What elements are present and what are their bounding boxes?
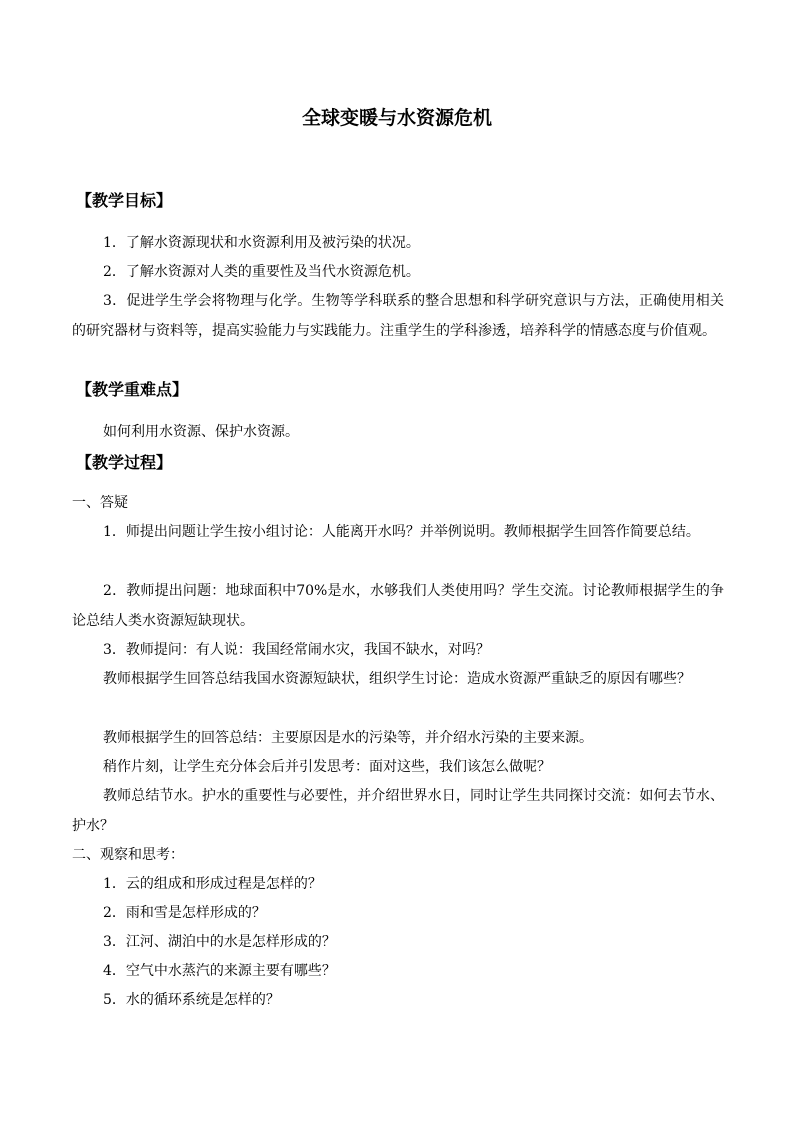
question-item-4: 4．空气中水蒸汽的来源主要有哪些？ bbox=[103, 963, 336, 979]
key-points-text: 如何利用水资源、保护水资源。 bbox=[103, 424, 299, 440]
objective-item-1: 1．了解水资源现状和水资源利用及被污染的状况。 bbox=[103, 235, 420, 251]
process-paragraph-1: 1．师提出问题让学生按小组讨论：人能离开水吗？并举例说明。教师根据学生回答作简要总结。 bbox=[103, 524, 700, 540]
process-paragraph-7: 教师总结节水。护水的重要性与必要性，并介绍世界水日，同时让学生共同探讨交流：如何去节水、护水？ bbox=[72, 788, 724, 834]
objective-item-3: 3．促进学生学会将物理与化学。生物等学科联系的整合思想和科学研究意识与方法，正确使用相关的研究器材与资料等，提高实验能力与实践能力。注重学生的学科渗透，培养科学的情感态度与价值观。 bbox=[72, 293, 724, 339]
heading-process: 【教学过程】 bbox=[76, 453, 173, 472]
question-item-2: 2．雨和雪是怎样形成的？ bbox=[103, 905, 266, 921]
process-paragraph-5: 教师根据学生的回答总结：主要原因是水的污染等，并介绍水污染的主要来源。 bbox=[103, 730, 593, 746]
question-item-3: 3．江河、湖泊中的水是怎样形成的？ bbox=[103, 934, 336, 950]
process-paragraph-6: 稍作片刻，让学生充分体会后并引发思考：面对这些，我们该怎么做呢？ bbox=[103, 759, 551, 775]
process-paragraph-4: 教师根据学生回答总结我国水资源短缺状，组织学生讨论：造成水资源严重缺乏的原因有哪些？ bbox=[103, 671, 691, 687]
heading-key-points: 【教学重难点】 bbox=[76, 380, 189, 399]
process-paragraph-2: 2．教师提出问题：地球面积中70%是水，水够我们人类使用吗？学生交流。讨论教师根据学生的争论总结人类水资源短缺现状。 bbox=[72, 583, 724, 629]
process-part2-label: 二、观察和思考： bbox=[72, 847, 184, 863]
process-part1-label: 一、答疑 bbox=[72, 495, 128, 511]
question-item-5: 5．水的循环系统是怎样的？ bbox=[103, 992, 280, 1008]
process-paragraph-3: 3．教师提问：有人说：我国经常闹水灾，我国不缺水，对吗？ bbox=[103, 642, 490, 658]
heading-objectives: 【教学目标】 bbox=[76, 191, 173, 210]
document-title: 全球变暖与水资源危机 bbox=[301, 107, 492, 129]
question-item-1: 1．云的组成和形成过程是怎样的？ bbox=[103, 876, 322, 892]
objective-item-2: 2．了解水资源对人类的重要性及当代水资源危机。 bbox=[103, 264, 420, 280]
